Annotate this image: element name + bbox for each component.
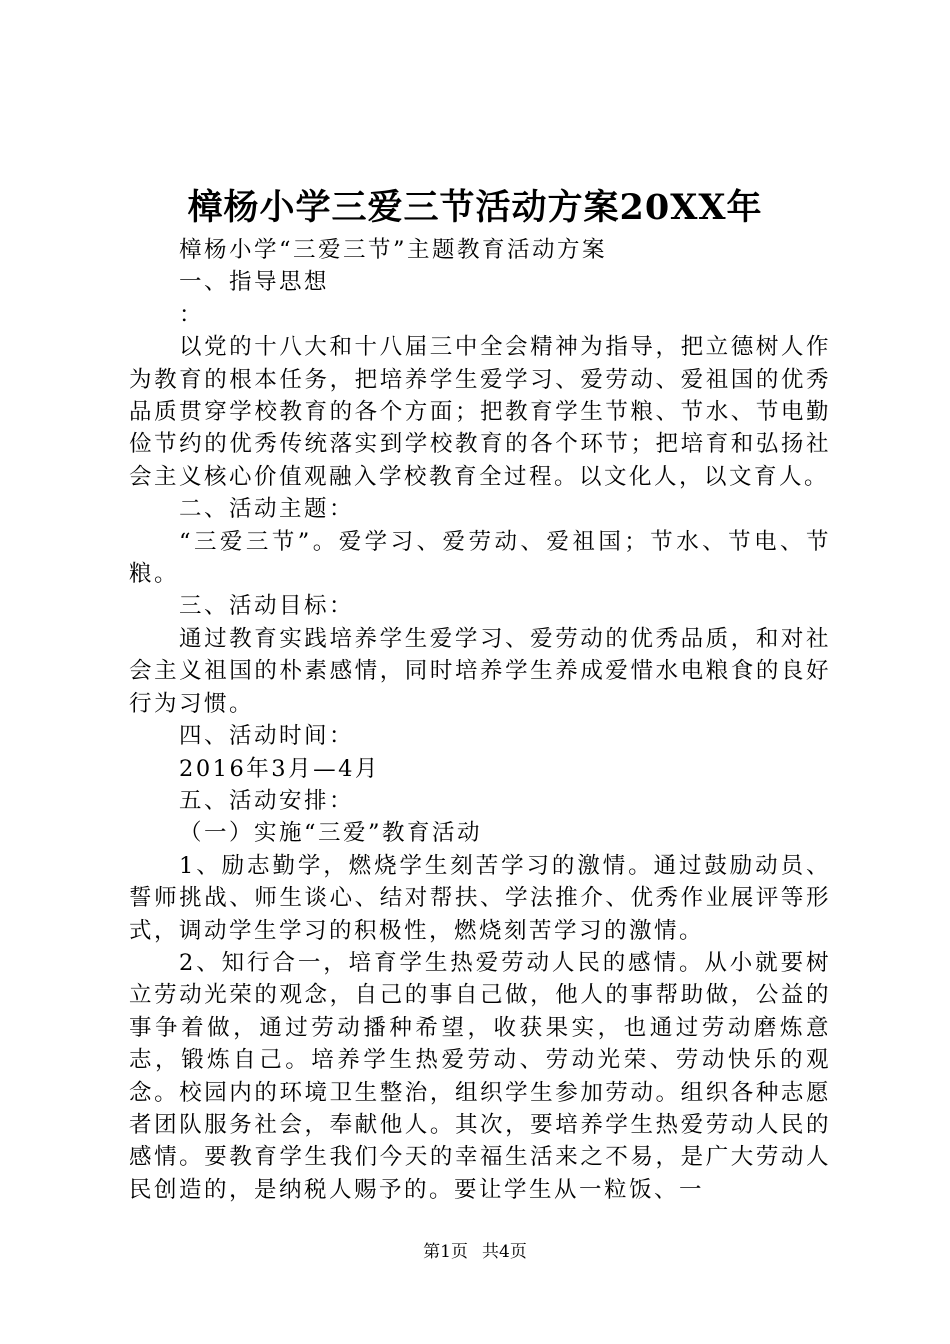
page-number-total: 共4页 bbox=[482, 1242, 527, 1262]
section-heading-activity-time: 四、活动时间： bbox=[179, 723, 355, 750]
page-footer bbox=[0, 1240, 950, 1264]
document-title: 樟杨小学三爱三节活动方案20XX年 bbox=[187, 187, 763, 228]
document-body bbox=[129, 234, 831, 1206]
arrangement-item-1-paragraph: 1、励志勤学，燃烧学生刻苦学习的激情。通过鼓励动员、誓师挑战、师生谈心、结对帮扶、学法推介、优秀作业展评等形式，调动学生学习的积极性，燃烧刻苦学习的激情。 bbox=[129, 852, 831, 944]
section-heading-guiding-ideology: 一、指导思想 bbox=[179, 269, 330, 296]
activity-goal-paragraph: 通过教育实践培养学生爱学习、爱劳动的优秀品质，和对社会主义祖国的朴素感情，同时培养学生养成爱惜水电粮食的良好行为习惯。 bbox=[129, 625, 831, 717]
colon-line: ： bbox=[179, 301, 205, 328]
subsection-heading-three-loves: （一）实施“三爱”教育活动 bbox=[179, 820, 483, 847]
section-heading-activity-goal: 三、活动目标： bbox=[179, 593, 355, 620]
arrangement-item-2-paragraph: 2、知行合一，培育学生热爱劳动人民的感情。从小就要树立劳动光荣的观念，自己的事自己做，他人的事帮助做，公益的事争着做，通过劳动播种希望，收获果实，也通过劳动磨炼意志，锻炼自己。培养学生热爱劳动、劳动光荣、劳动快乐的观念。校园内的环境卫生整治，组织学生参加劳动。组织各种志愿者团队服务社会，奉献他人。其次，要培养学生热爱劳动人民的感情。要教育学生我们今天的幸福生活来之不易，是广大劳动人民创造的，是纳税人赐予的。要让学生从一粒饭、一 bbox=[129, 949, 831, 1203]
section-heading-activity-theme: 二、活动主题： bbox=[179, 496, 355, 523]
activity-time-paragraph: 2016年3月—4月 bbox=[179, 755, 380, 782]
page-number-current: 第1页 bbox=[423, 1242, 468, 1262]
guiding-ideology-paragraph: 以党的十八大和十八届三中全会精神为指导，把立德树人作为教育的根本任务，把培养学生爱学习、爱劳动、爱祖国的优秀品质贯穿学校教育的各个方面；把教育学生节粮、节水、节电勤俭节约的优秀传统落实到学校教育的各个环节；把培育和弘扬社会主义核心价值观融入学校教育全过程。以文化人，以文育人。 bbox=[129, 334, 831, 490]
activity-theme-paragraph: “三爱三节”。爱学习、爱劳动、爱祖国；节水、节电、节粮。 bbox=[129, 528, 831, 588]
section-heading-activity-arrangement: 五、活动安排： bbox=[179, 787, 355, 814]
subtitle-paragraph: 樟杨小学“三爱三节”主题教育活动方案 bbox=[179, 237, 608, 263]
